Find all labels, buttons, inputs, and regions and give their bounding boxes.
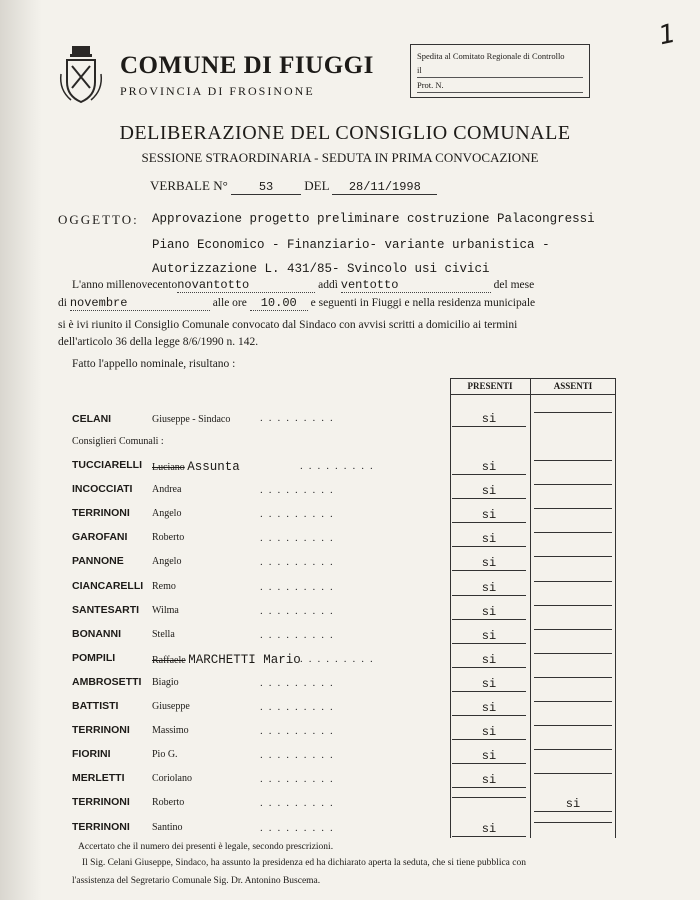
councillor-absent bbox=[534, 749, 612, 750]
councillor-name bbox=[152, 508, 181, 519]
councillor-present: si bbox=[452, 629, 526, 644]
absent-column-header: ASSENTI bbox=[553, 381, 593, 391]
councillor-given-name: Biagio bbox=[152, 677, 179, 688]
struck-out-name: Luciano bbox=[152, 462, 185, 473]
councillor-given-name: Andrea bbox=[152, 484, 182, 495]
leader-dots: ......... bbox=[260, 797, 339, 809]
councillor-given-name: Assunta bbox=[187, 460, 240, 474]
leader-dots: ......... bbox=[260, 725, 339, 737]
intro-text: del mese bbox=[493, 279, 535, 291]
councillor-present: si bbox=[452, 605, 526, 620]
councillor-name bbox=[152, 677, 179, 688]
councillor-surname: POMPILI bbox=[72, 652, 116, 664]
councillor-given-name: Roberto bbox=[152, 532, 185, 543]
councillor-present: si bbox=[452, 725, 526, 740]
leader-dots: ......... bbox=[260, 484, 339, 496]
councillor-absent bbox=[534, 508, 612, 509]
del-label: DEL bbox=[304, 178, 330, 193]
leader-dots: ......... bbox=[260, 605, 339, 617]
councillor-surname: FIORINI bbox=[72, 748, 111, 760]
councillor-surname: AMBROSETTI bbox=[72, 676, 142, 688]
councillor-name bbox=[152, 701, 190, 712]
struck-out-name: Raffaele bbox=[152, 655, 186, 666]
coat-of-arms-icon bbox=[58, 44, 104, 106]
councillor-surname: GAROFANI bbox=[72, 531, 128, 543]
intro-line-3: si è ivi riunito il Consiglio Comunale convocato dal Sindaco con avvisi scritti a domicilio ai termini bbox=[58, 319, 518, 331]
present-column-header: PRESENTI bbox=[467, 381, 513, 391]
councillor-given-name: MARCHETTI Mario bbox=[188, 653, 301, 667]
councillor-absent bbox=[534, 725, 612, 726]
councillor-absent bbox=[534, 460, 612, 461]
councillor-given-name: Coriolano bbox=[152, 773, 192, 784]
footer-line-2: Il Sig. Celani Giuseppe, Sindaco, ha assunto la presidenza ed ha dichiarato aperta la seduta, che si tiene pubblica con bbox=[82, 858, 526, 868]
councillor-given-name: Wilma bbox=[152, 605, 179, 616]
verbale-number: 53 bbox=[231, 180, 301, 195]
councillor-surname: TUCCIARELLI bbox=[72, 459, 142, 471]
councillor-present: si bbox=[452, 822, 526, 837]
councillor-name bbox=[152, 532, 184, 543]
councillor-present: si bbox=[452, 484, 526, 499]
month-value: novembre bbox=[70, 296, 210, 311]
mayor-absent bbox=[534, 412, 612, 413]
councillor-absent bbox=[534, 677, 612, 678]
province-subtitle: PROVINCIA DI FROSINONE bbox=[120, 84, 315, 98]
councillor-present: si bbox=[452, 508, 526, 523]
oggetto-line-2: Piano Economico - Finanziario- variante urbanistica - bbox=[152, 238, 550, 252]
councillor-given-name: Roberto bbox=[152, 797, 185, 808]
day-value: ventotto bbox=[341, 278, 491, 293]
councillor-absent bbox=[534, 581, 612, 582]
oggetto-line-3: Autorizzazione L. 431/85- Svincolo usi civici bbox=[152, 262, 490, 276]
mayor-present: si bbox=[452, 412, 526, 427]
page-edge-shadow bbox=[0, 0, 42, 900]
councillor-name bbox=[152, 653, 301, 667]
table-divider bbox=[450, 378, 451, 838]
councillor-name bbox=[152, 749, 178, 760]
councillor-given-name: Stella bbox=[152, 629, 175, 640]
councillor-surname: TERRINONI bbox=[72, 821, 130, 833]
leader-dots: ......... bbox=[260, 749, 339, 761]
table-top-rule bbox=[450, 378, 616, 379]
councillor-name bbox=[152, 822, 183, 833]
leader-dots: ......... bbox=[260, 773, 339, 785]
councillor-surname: BATTISTI bbox=[72, 700, 119, 712]
table-divider bbox=[615, 378, 616, 838]
councillor-absent bbox=[534, 532, 612, 533]
councillor-absent bbox=[534, 605, 612, 606]
councillor-name bbox=[152, 556, 181, 567]
verbale-label: VERBALE N° bbox=[150, 178, 228, 193]
document-title: DELIBERAZIONE DEL CONSIGLIO COMUNALE bbox=[119, 122, 571, 144]
councillor-given-name: Pio G. bbox=[152, 749, 178, 760]
councillor-surname: SANTESARTI bbox=[72, 604, 140, 616]
leader-dots: ......... bbox=[260, 556, 339, 568]
councillor-given-name: Giuseppe bbox=[152, 701, 190, 712]
councillor-absent bbox=[534, 556, 612, 557]
councillor-name bbox=[152, 629, 175, 640]
councillor-surname: TERRINONI bbox=[72, 724, 130, 736]
intro-text: addì bbox=[318, 279, 338, 291]
hour-value: 10.00 bbox=[250, 296, 308, 311]
leader-dots: ......... bbox=[300, 653, 379, 665]
councillor-given-name: Angelo bbox=[152, 556, 182, 567]
intro-line-2 bbox=[58, 296, 535, 311]
control-box-heading: Spedita al Comitato Regionale di Controllo bbox=[417, 51, 565, 61]
footer-line-1: Accertato che il numero dei presenti è legale, secondo prescrizioni. bbox=[78, 842, 334, 852]
leader-dots: ......... bbox=[260, 677, 339, 689]
control-committee-box bbox=[410, 44, 590, 98]
councillor-absent bbox=[534, 773, 612, 774]
councillor-surname: INCOCCIATI bbox=[72, 483, 133, 495]
table-header-rule bbox=[450, 394, 616, 395]
leader-dots: ......... bbox=[300, 460, 379, 472]
councillor-name bbox=[152, 773, 192, 784]
leader-dots: ......... bbox=[260, 822, 339, 834]
councillor-given-name: Massimo bbox=[152, 725, 189, 736]
councillor-given-name: Angelo bbox=[152, 508, 182, 519]
table-divider bbox=[530, 378, 531, 838]
leader-dots: ......... bbox=[260, 629, 339, 641]
oggetto-label: OGGETTO: bbox=[58, 212, 139, 227]
councillor-present: si bbox=[452, 581, 526, 596]
councillor-absent bbox=[534, 822, 612, 823]
councillor-name bbox=[152, 460, 240, 474]
session-subtitle: SESSIONE STRAORDINARIA - SEDUTA IN PRIMA CONVOCAZIONE bbox=[141, 150, 539, 165]
councillor-surname: CIANCARELLI bbox=[72, 580, 144, 592]
intro-line-4: dell'articolo 36 della legge 8/6/1990 n. 142. bbox=[58, 336, 259, 348]
municipality-title: COMUNE DI FIUGGI bbox=[120, 52, 374, 79]
councillor-present: si bbox=[452, 773, 526, 788]
verbale-line bbox=[150, 178, 437, 195]
councillor-present: si bbox=[452, 701, 526, 716]
councillor-absent: si bbox=[534, 797, 612, 812]
intro-text: L'anno millenovecento bbox=[72, 279, 178, 291]
councillor-name bbox=[152, 725, 189, 736]
councillor-absent bbox=[534, 629, 612, 630]
councillor-surname: PANNONE bbox=[72, 555, 124, 567]
councillor-surname: TERRINONI bbox=[72, 507, 130, 519]
councillor-given-name: Remo bbox=[152, 581, 176, 592]
councillor-present: si bbox=[452, 677, 526, 692]
leader-dots: ......... bbox=[260, 581, 339, 593]
councillor-present: si bbox=[452, 556, 526, 571]
councillor-absent bbox=[534, 484, 612, 485]
councillor-present: si bbox=[452, 532, 526, 547]
leader-dots: ......... bbox=[260, 701, 339, 713]
councillor-present: si bbox=[452, 653, 526, 668]
intro-text: alle ore bbox=[212, 297, 247, 309]
intro-line-1 bbox=[72, 278, 534, 293]
councillor-absent bbox=[534, 701, 612, 702]
control-box-date-line: il bbox=[417, 63, 583, 78]
year-value: novantotto bbox=[177, 278, 315, 293]
verbale-date: 28/11/1998 bbox=[332, 180, 437, 195]
councillor-name bbox=[152, 581, 176, 592]
corner-page-number: 1 bbox=[656, 18, 679, 52]
councillors-label: Consiglieri Comunali : bbox=[72, 436, 164, 447]
councillor-absent bbox=[534, 653, 612, 654]
councillor-present bbox=[452, 797, 526, 798]
councillor-name bbox=[152, 797, 184, 808]
mayor-surname: CELANI bbox=[72, 413, 112, 425]
councillor-surname: MERLETTI bbox=[72, 772, 125, 784]
leader-dots: ......... bbox=[260, 508, 339, 520]
leader-dots: ......... bbox=[260, 532, 339, 544]
councillor-name bbox=[152, 484, 181, 495]
intro-text: di bbox=[58, 297, 67, 309]
councillor-name bbox=[152, 605, 179, 616]
leader-dots: ......... bbox=[260, 412, 339, 424]
councillor-given-name: Santino bbox=[152, 822, 183, 833]
roll-call-intro: Fatto l'appello nominale, risultano : bbox=[72, 358, 236, 370]
intro-text: e seguenti in Fiuggi e nella residenza municipale bbox=[310, 297, 536, 309]
councillor-present: si bbox=[452, 460, 526, 475]
footer-line-3: l'assistenza del Segretario Comunale Sig. Dr. Antonino Buscema. bbox=[72, 876, 321, 886]
oggetto-line-1: Approvazione progetto preliminare costruzione Palacongressi bbox=[152, 212, 595, 226]
control-box-protocol-line: Prot. N. bbox=[417, 78, 583, 93]
mayor-name: Giuseppe - Sindaco bbox=[152, 414, 231, 425]
councillor-present: si bbox=[452, 749, 526, 764]
councillor-surname: TERRINONI bbox=[72, 796, 130, 808]
councillor-surname: BONANNI bbox=[72, 628, 121, 640]
